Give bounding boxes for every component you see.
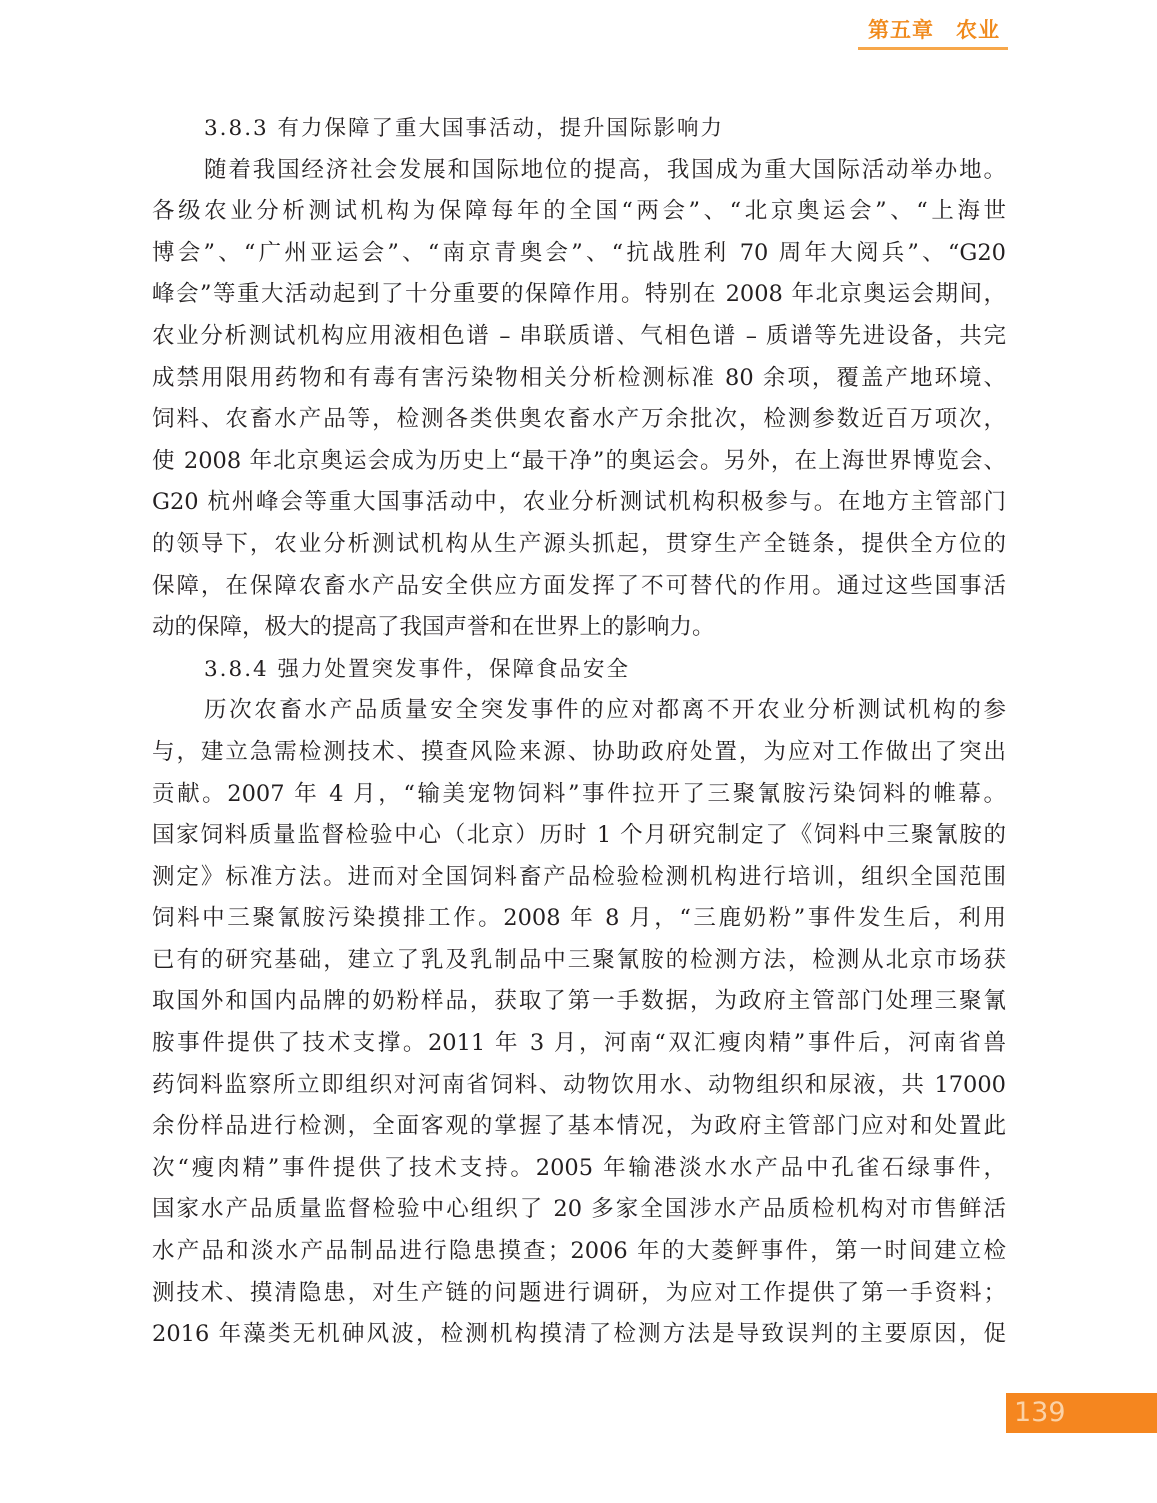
paragraph-line: 次“瘦肉精”事件提供了技术支持。2005 年输港淡水水产品中孔雀石绿事件， bbox=[152, 1154, 1006, 1181]
paragraph-line: 博会”、“广州亚运会”、“南京青奥会”、“抗战胜利 70 周年大阅兵”、“G20 bbox=[152, 239, 1006, 266]
section-label: 农业 bbox=[956, 18, 1000, 42]
section-heading-3-8-4: 3.8.4 强力处置突发事件，保障食品安全 bbox=[204, 656, 631, 682]
paragraph-line: 饲料、农畜水产品等，检测各类供奥农畜水产万余批次，检测参数近百万项次， bbox=[152, 406, 1006, 433]
paragraph-line: 保障，在保障农畜水产品安全供应方面发挥了不可替代的作用。通过这些国事活 bbox=[152, 572, 1006, 599]
paragraph-line: 历次农畜水产品质量安全突发事件的应对都离不开农业分析测试机构的参 bbox=[204, 697, 1006, 724]
paragraph-line: 测定》标准方法。进而对全国饲料畜产品检验检测机构进行培训，组织全国范围 bbox=[152, 863, 1006, 890]
paragraph-line: 使 2008 年北京奥运会成为历史上“最干净”的奥运会。另外，在上海世界博览会、 bbox=[152, 447, 1006, 474]
running-header bbox=[858, 14, 1008, 48]
paragraph-line: 取国外和国内品牌的奶粉样品，获取了第一手数据，为政府主管部门处理三聚氰 bbox=[152, 988, 1006, 1015]
paragraph-line: 动的保障，极大的提高了我国声誉和在世界上的影响力。 bbox=[152, 614, 715, 641]
paragraph-line: G20 杭州峰会等重大国事活动中，农业分析测试机构积极参与。在地方主管部门 bbox=[152, 489, 1006, 516]
paragraph-line: 测技术、摸清隐患，对生产链的问题进行调研，为应对工作提供了第一手资料； bbox=[152, 1279, 1006, 1306]
paragraph-line: 国家饲料质量监督检验中心（北京）历时 1 个月研究制定了《饲料中三聚氰胺的 bbox=[152, 822, 1006, 849]
paragraph-line: 饲料中三聚氰胺污染摸排工作。2008 年 8 月，“三鹿奶粉”事件发生后，利用 bbox=[152, 905, 1006, 932]
paragraph-line: 药饲料监察所立即组织对河南省饲料、动物饮用水、动物组织和尿液，共 17000 bbox=[152, 1071, 1006, 1098]
paragraph-line: 2016 年藻类无机砷风波，检测机构摸清了检测方法是导致误判的主要原因，促 bbox=[152, 1321, 1006, 1348]
section-heading-3-8-3: 3.8.3 有力保障了重大国事活动，提升国际影响力 bbox=[204, 116, 725, 141]
header-underline bbox=[858, 47, 1008, 50]
paragraph-line: 胺事件提供了技术支撑。2011 年 3 月，河南“双汇瘦肉精”事件后，河南省兽 bbox=[152, 1030, 1006, 1057]
page-number-tab bbox=[1006, 1393, 1157, 1433]
paragraph-line: 各级农业分析测试机构为保障每年的全国“两会”、“北京奥运会”、“上海世 bbox=[152, 198, 1006, 225]
paragraph-line: 的领导下，农业分析测试机构从生产源头抓起，贯穿生产全链条，提供全方位的 bbox=[152, 530, 1006, 557]
paragraph-line: 峰会”等重大活动起到了十分重要的保障作用。特别在 2008 年北京奥运会期间， bbox=[152, 281, 1006, 308]
paragraph-line: 已有的研究基础，建立了乳及乳制品中三聚氰胺的检测方法，检测从北京市场获 bbox=[152, 946, 1006, 973]
page-number: 139 bbox=[1014, 1397, 1066, 1428]
paragraph-line: 与，建立急需检测技术、摸查风险来源、协助政府处置，为应对工作做出了突出 bbox=[152, 738, 1006, 765]
chapter-label: 第五章 bbox=[868, 18, 934, 42]
paragraph-line: 国家水产品质量监督检验中心组织了 20 多家全国涉水产品质检机构对市售鲜活 bbox=[152, 1196, 1006, 1223]
running-header-title bbox=[868, 14, 1000, 44]
paragraph-line: 随着我国经济社会发展和国际地位的提高，我国成为重大国际活动举办地。 bbox=[204, 156, 1006, 183]
paragraph-line: 余份样品进行检测，全面客观的掌握了基本情况，为政府主管部门应对和处置此 bbox=[152, 1113, 1006, 1140]
paragraph-line: 成禁用限用药物和有毒有害污染物相关分析检测标准 80 余项，覆盖产地环境、 bbox=[152, 364, 1006, 391]
paragraph-line: 水产品和淡水产品制品进行隐患摸查；2006 年的大菱鲆事件，第一时间建立检 bbox=[152, 1238, 1006, 1265]
paragraph-line: 农业分析测试机构应用液相色谱 – 串联质谱、气相色谱 – 质谱等先进设备，共完 bbox=[152, 322, 1006, 349]
paragraph-line: 贡献。2007 年 4 月，“输美宠物饲料”事件拉开了三聚氰胺污染饲料的帷幕。 bbox=[152, 780, 1006, 807]
page-body bbox=[152, 108, 1006, 1356]
